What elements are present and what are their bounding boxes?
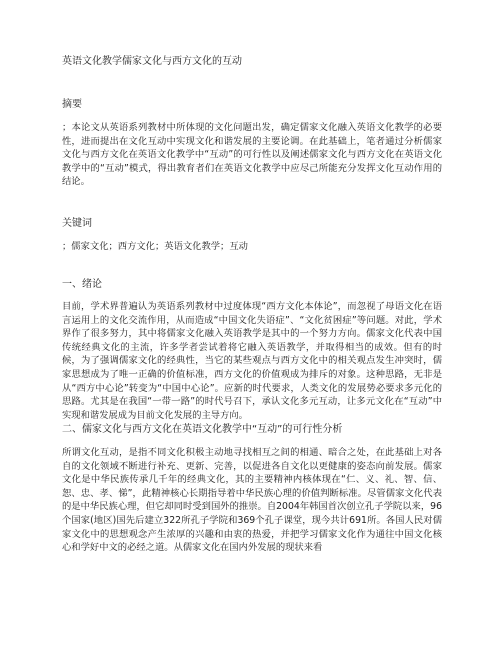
document-title: 英语文化教学儒家文化与西方文化的互动 (62, 56, 242, 67)
abstract-heading: 摘要 (62, 99, 82, 110)
section1-heading: 一、绪论 (62, 279, 102, 290)
section2-text: 所谓文化互动，是指不同文化积极主动地寻找相互之间的相通、暗合之处，在此基础上对各自的文化领域不断进行补充、更新、完善，以促进各自文化以更健康的姿态向前发展。儒家文化是中华民族传承几千年的经典文化，其的主要精神内核体现在“仁、义、礼、智、信、恕、忠、孝、悌”，此精神核心长期指导着中华民族心理的价值判断标准。尽管儒家文化代表的是中华民族心理，但它却同时受到国外的推崇。自2004年韩国首次创立孔子学院以来，96个国家(地区)国先后建立322所孔子学院和369个孔子课堂，现今共计691所。各国人民对儒家文化中的思想观念产生浓厚的兴趣和由衷的热爱，并把学习儒家文化作为通往中国文化核心和学好中文的必经之道。从儒家文化在国内外发展的现状来看 (62, 447, 442, 554)
section2-heading: 二、儒家文化与西方文化在英语文化教学中“互动”的可行性分析 (62, 424, 343, 435)
section1-text: 目前，学术界普遍认为英语系列教材中过度体现“西方文化本体论”，而忽视了母语文化在语言运用上的文化交流作用，从而造成“中国文化失语症”、“文化贫困症”等问题。对此，学术界作了很多努力，其中将儒家文化融入英语教学是其中的一个努力方向。儒家文化代表中国传统经典文化的主流，许多学者尝试着将它融入英语教学，并取得相当的成效。但有的时候，为了强调儒家文化的经典性，当它的某些观点与西方文化中的相关观点发生冲突时，儒家思想成为了唯一正确的价值标准，西方文化的价值观成为排斥的对象。这种思路，无非是从“西方中心论”转变为“中国中心论”。应新的时代要求，人类文化的发展势必要求多元化的思路。尤其是在我国“一带一路”的时代号召下，承认文化多元互动，让多元文化在“互动”中实现和谐发展成为目前文化发展的主导方向。 (62, 301, 442, 421)
abstract-text: ；本论文从英语系列教材中所体现的文化问题出发，确定儒家文化融入英语文化教学的必要性，进而提出在文化互动中实现文化和谐发展的主要论调。在此基础上，笔者通过分析儒家文化与西方文化在英语文化教学中“互动”的可行性以及阐述儒家文化与西方文化在英语文化教学中的“互动”模式，得出教育者们在英语文化教学中应尽己所能充分发挥文化互动作用的结论。 (62, 122, 442, 188)
keywords-heading: 关键词 (62, 218, 92, 229)
keywords-text: ；儒家文化；西方文化；英语文化教学；互动 (62, 241, 248, 252)
